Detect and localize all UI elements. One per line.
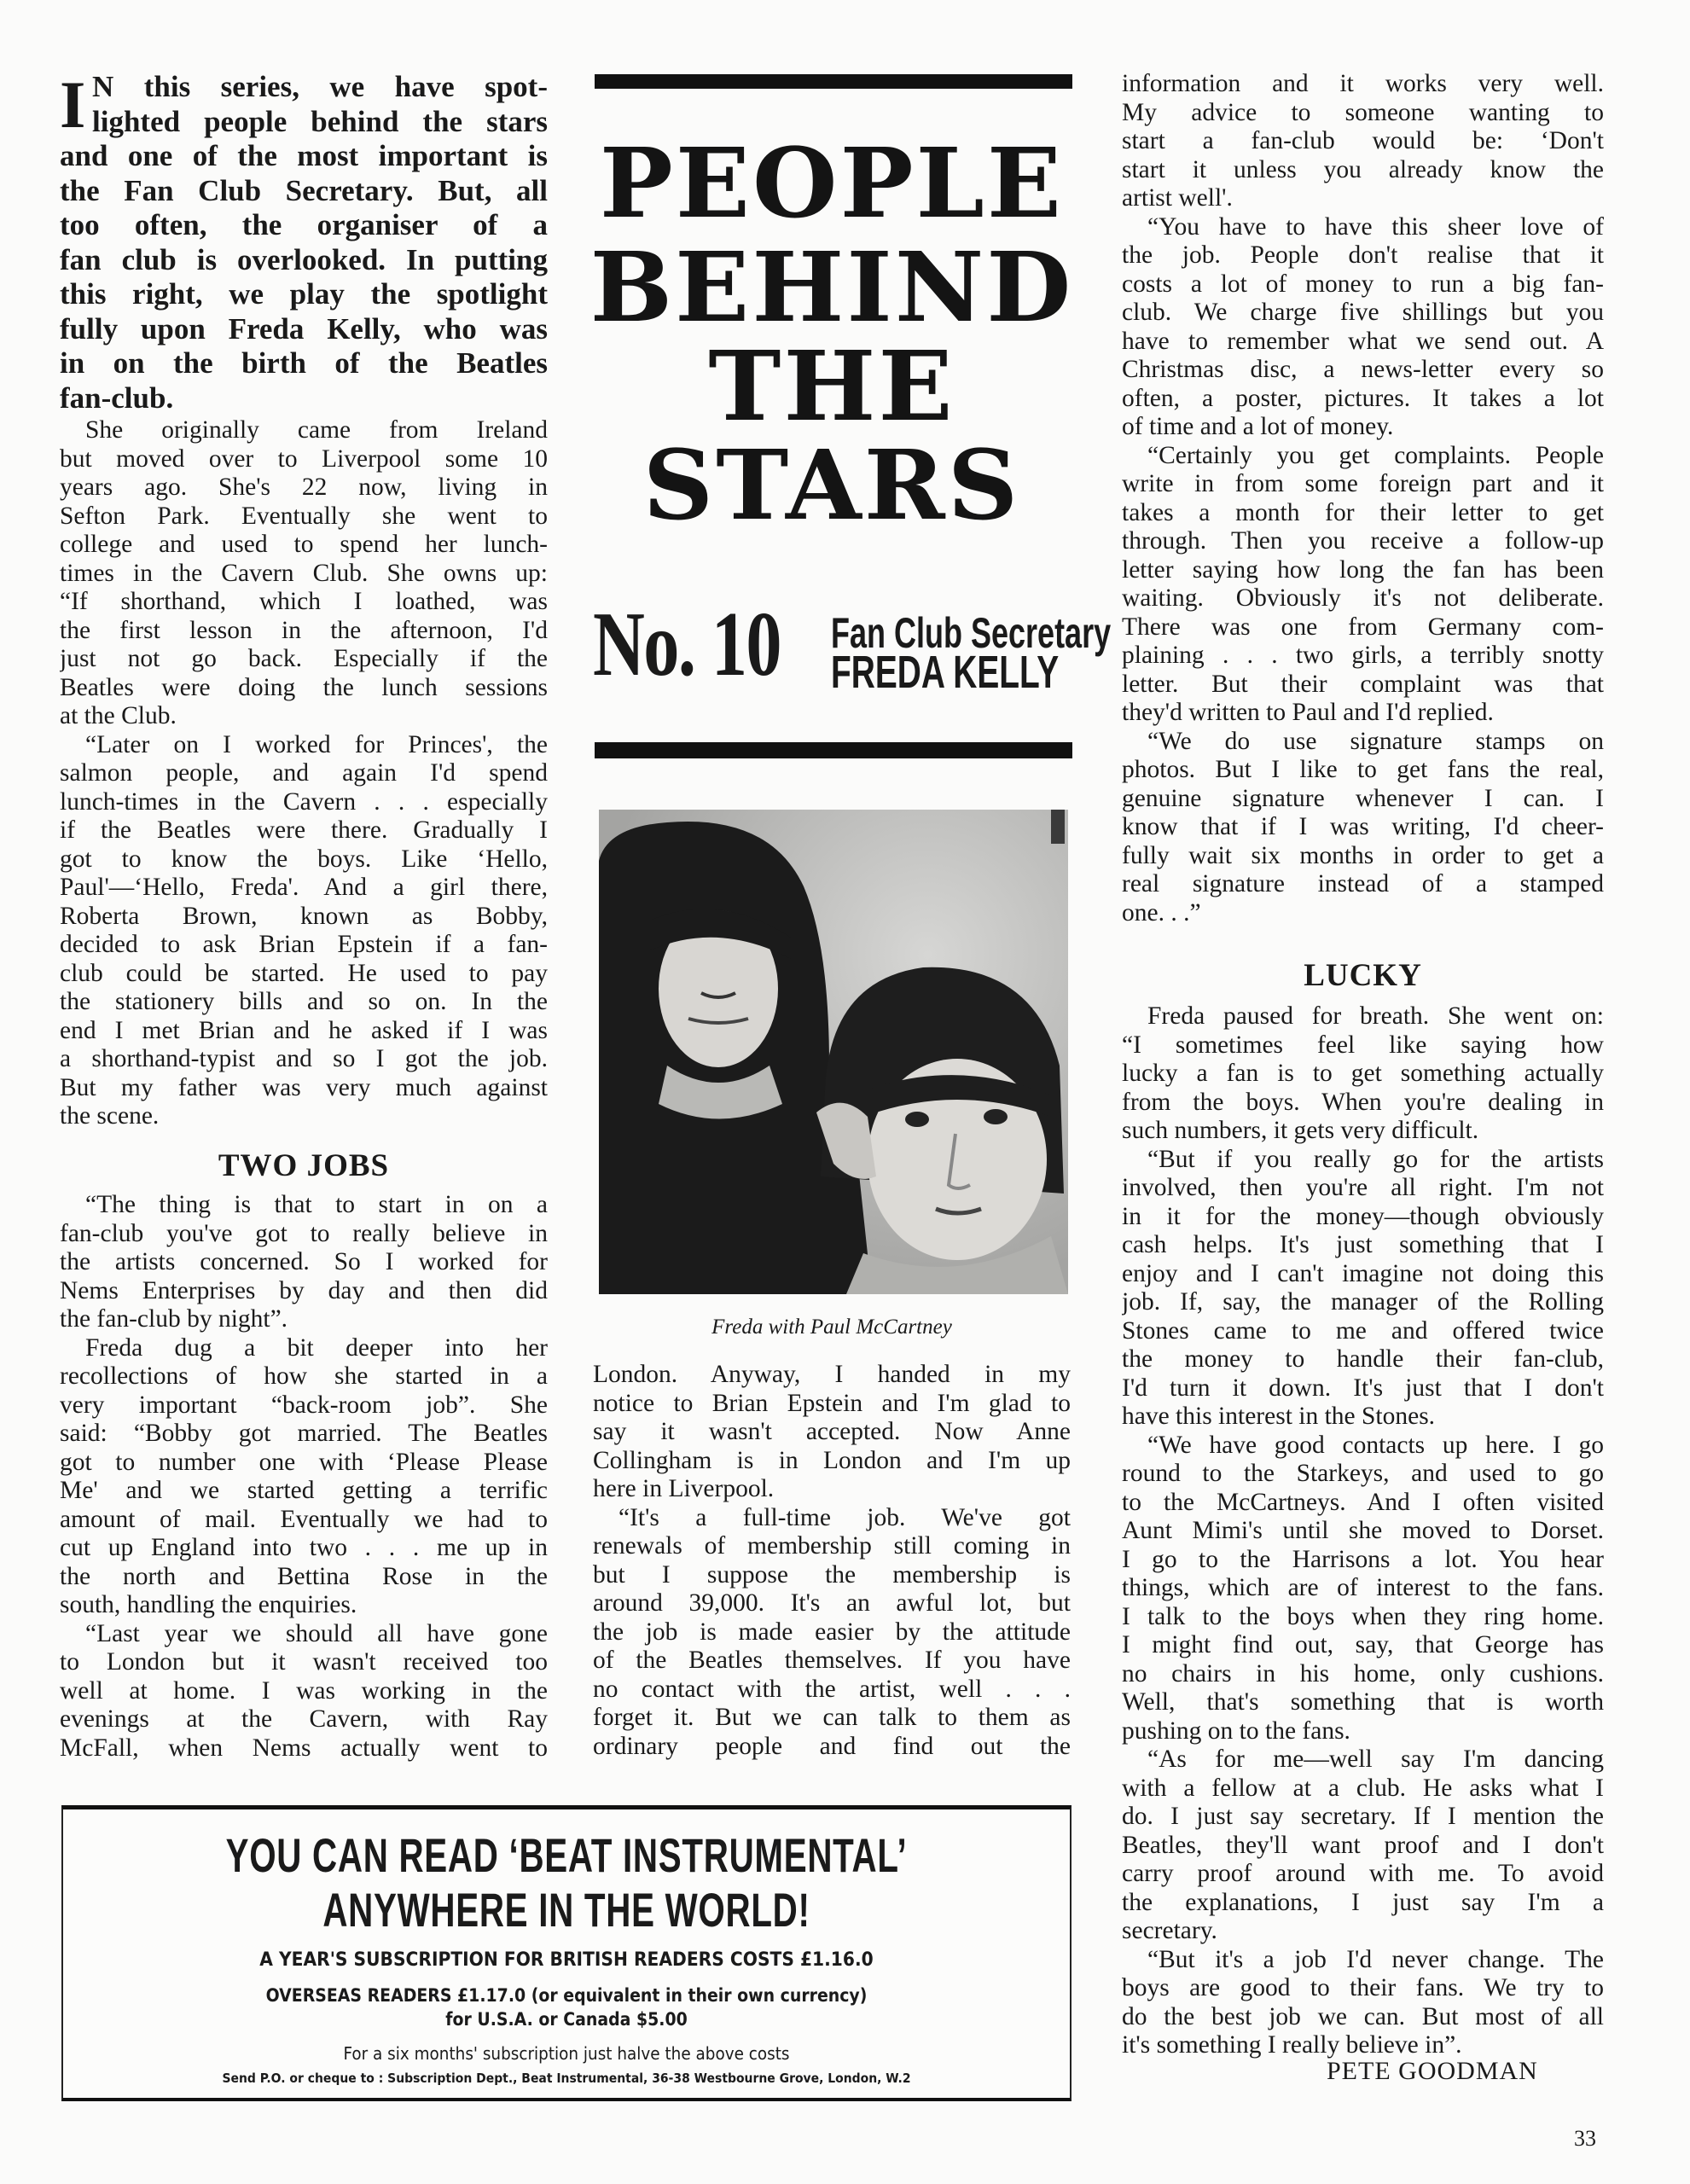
text-line: “You have to have this sheer love of: [1147, 212, 1604, 241]
title-line-behind: BEHIND: [589, 232, 1074, 344]
text-line: secretary.: [1122, 1917, 1217, 1944]
text-line: takes a month for their letter to get: [1122, 498, 1604, 526]
intro-line: the Fan Club Secretary. But, all: [60, 173, 548, 207]
text-line: lunch-times in the Cavern . . . especially: [60, 787, 548, 816]
text-line: “If shorthand, which I loathed, was: [60, 588, 548, 615]
title-top-rule: [595, 74, 1072, 89]
text-line: the fan-club by night”.: [60, 1305, 288, 1333]
text-line: Stones came to me and offered twice: [1122, 1316, 1604, 1345]
text-line: “Last year we should all have gone: [85, 1619, 548, 1647]
text-line: recollections of how she started in a: [60, 1362, 548, 1390]
text-line: London. Anyway, I handed in my: [593, 1361, 1071, 1388]
text-line: if the Beatles were there. Gradually I: [60, 816, 548, 844]
photo-caption: Freda with Paul McCartney: [711, 1316, 952, 1339]
text-line: “But if you really go for the artists: [1147, 1145, 1604, 1173]
text-line: plaining . . . two girls, a terribly snotty: [1122, 642, 1604, 669]
text-line: the first lesson in the afternoon, I'd: [60, 616, 548, 644]
text-line: forget it. But we can talk to them as: [593, 1704, 1071, 1731]
text-line: genuine signature whenever I can. I: [1122, 784, 1604, 812]
text-line: one. . .”: [1122, 898, 1201, 926]
text-line: but moved over to Liverpool some 10: [60, 444, 548, 473]
subject-name: FREDA KELLY: [831, 647, 1060, 698]
text-line: to the McCartneys. And I often visited: [1122, 1488, 1604, 1516]
text-line: “We have good contacts up here. I go: [1147, 1431, 1604, 1459]
text-line: have this interest in the Stones.: [1122, 1403, 1436, 1430]
text-line: amount of mail. Eventually we had to: [60, 1505, 548, 1533]
intro-line: N this series, we have spot-: [92, 70, 548, 103]
text-line: renewals of membership still coming in: [593, 1532, 1071, 1560]
text-line: the job. People don't realise that it: [1122, 241, 1604, 269]
text-line: I go to the Harrisons a lot. You hear: [1122, 1545, 1604, 1573]
left-column-body-2: [60, 1191, 548, 1763]
advert-usa-price: for U.S.A. or Canada $5.00: [445, 2009, 688, 2030]
text-line: “As for me—well say I'm dancing: [1147, 1745, 1604, 1773]
text-line: fully wait six months in order to get a: [1122, 841, 1604, 869]
text-line: cut up England into two . . . me up in: [60, 1534, 548, 1561]
text-line: job. If, say, the manager of the Rolling: [1122, 1288, 1604, 1316]
text-line: to London but it wasn't received too: [60, 1648, 548, 1676]
text-line: My advice to someone wanting to: [1122, 98, 1604, 126]
text-line: “The thing is that to start in on a: [85, 1191, 548, 1218]
text-line: evenings at the Cavern, with Ray: [60, 1705, 548, 1733]
middle-column-body: [593, 1361, 1071, 1761]
page-number: 33: [1574, 2126, 1596, 2151]
text-line: I talk to the boys when they ring home.: [1122, 1602, 1604, 1630]
text-line: Freda paused for breath. She went on:: [1147, 1002, 1604, 1030]
heading-two-jobs: TWO JOBS: [218, 1148, 390, 1183]
intro-line: this right, we play the spotlight: [60, 277, 548, 311]
title-bottom-rule: [595, 742, 1072, 758]
text-line: ordinary people and find out the: [593, 1732, 1071, 1760]
text-line: “We do use signature stamps on: [1147, 727, 1604, 755]
title-line-the: THE: [708, 331, 955, 443]
subject-role: Fan Club Secretary: [831, 609, 1112, 657]
text-line: boys are good to their fans. We try to: [1122, 1974, 1604, 2001]
advert-british-price: A YEAR'S SUBSCRIPTION FOR BRITISH READERS COSTS £1.16.0: [259, 1949, 874, 1971]
text-line: Well, that's something that is worth: [1122, 1688, 1604, 1716]
text-line: lucky a fan is to get something actually: [1122, 1060, 1604, 1087]
text-line: things, which are of interest to the fans.: [1122, 1574, 1604, 1601]
text-line: “Certainly you get complaints. People: [1147, 441, 1604, 469]
text-line: end I met Brian and he asked if I was: [60, 1016, 548, 1044]
text-line: She originally came from Ireland: [85, 416, 548, 444]
text-line: Roberta Brown, known as Bobby,: [60, 902, 548, 930]
advert-headline-1: YOU CAN READ ‘BEAT INSTRUMENTAL’: [225, 1828, 908, 1882]
text-line: the artists concerned. So I worked for: [60, 1248, 548, 1275]
text-line: of time and a lot of money.: [1122, 413, 1394, 440]
text-line: club could be started. He used to pay: [60, 959, 548, 987]
text-line: cash helps. It's just something that I: [1122, 1231, 1604, 1258]
title-line-people: PEOPLE: [599, 128, 1065, 240]
text-line: Nems Enterprises by day and then did: [60, 1276, 548, 1304]
text-line: costs a lot of money to run a big fan-: [1122, 270, 1604, 298]
text-line: got to number one with ‘Please Please: [60, 1448, 548, 1476]
text-line: very important “back-room job”. She: [60, 1391, 548, 1419]
text-line: a shorthand-typist and so I got the job.: [60, 1045, 548, 1072]
left-column-body-1: [60, 416, 548, 1131]
text-line: with a fellow at a club. He asks what I: [1122, 1774, 1604, 1802]
text-line: Aunt Mimi's until she moved to Dorset.: [1122, 1517, 1604, 1544]
text-line: got to know the boys. Like ‘Hello,: [60, 845, 548, 873]
text-line: the scene.: [60, 1102, 160, 1130]
text-line: but I suppose the membership is: [593, 1560, 1071, 1589]
text-line: carry proof around with me. To avoid: [1122, 1860, 1604, 1887]
text-line: round to the Starkeys, and used to go: [1122, 1460, 1604, 1487]
text-line: Beatles, they'll want proof and I don't: [1122, 1831, 1604, 1859]
intro-line: and one of the most important is: [60, 139, 548, 172]
text-line: no contact with the artist, well . . .: [593, 1675, 1071, 1703]
text-line: of the Beatles themselves. If you have: [593, 1647, 1071, 1674]
series-number: No. 10: [593, 594, 781, 695]
text-line: information and it works very well.: [1122, 70, 1604, 97]
text-line: around 39,000. It's an awful lot, but: [593, 1589, 1071, 1617]
text-line: just not go back. Especially if the: [60, 645, 548, 672]
text-line: such numbers, it gets very difficult.: [1122, 1117, 1479, 1144]
photo-image: [599, 810, 1068, 1294]
text-line: Christmas disc, a news-letter every so: [1122, 356, 1604, 383]
advert-address: Send P.O. or cheque to : Subscription Dept., Beat Instrumental, 36-38 Westbourne Grove, London, W.2: [222, 2071, 911, 2086]
text-line: start a fan-club would be: ‘Don't: [1122, 127, 1604, 154]
text-line: south, handling the enquiries.: [60, 1591, 357, 1618]
title-line-stars: STARS: [642, 430, 1021, 542]
text-line: through. Then you receive a follow-up: [1122, 527, 1604, 555]
advert-six-months: For a six months' subscription just halve the above costs: [343, 2043, 790, 2064]
right-column-body-1: [1122, 70, 1604, 927]
intro-line: fan club is overlooked. In putting: [60, 242, 548, 276]
text-line: McFall, when Nems actually went to: [60, 1734, 548, 1762]
text-line: artist well'.: [1122, 184, 1233, 212]
text-line: Collingham is in London and I'm up: [593, 1446, 1071, 1474]
text-line: years ago. She's 22 now, living in: [60, 473, 548, 501]
text-line: letter saying how long the fan has been: [1122, 555, 1604, 584]
text-line: the north and Bettina Rose in the: [60, 1562, 548, 1590]
intro-line: too often, the organiser of a: [60, 208, 548, 241]
text-line: Sefton Park. Eventually she went to: [60, 502, 548, 530]
text-line: write in from some foreign part and it: [1122, 470, 1604, 497]
text-line: say it wasn't accepted. Now Anne: [593, 1418, 1071, 1445]
text-line: “It's a full-time job. We've got: [619, 1503, 1071, 1531]
intro-line: fan-club.: [60, 380, 174, 415]
text-line: notice to Brian Epstein and I'm glad to: [593, 1389, 1071, 1417]
text-line: have to remember what we send out. A: [1122, 327, 1604, 355]
intro-lines: [60, 67, 548, 415]
text-line: Beatles were doing the lunch sessions: [60, 673, 548, 701]
text-line: at the Club.: [60, 702, 177, 729]
text-line: they'd written to Paul and I'd replied.: [1122, 699, 1494, 726]
text-line: decided to ask Brian Epstein if a fan-: [60, 931, 548, 958]
intro-paragraph: [60, 67, 548, 415]
text-line: I might find out, say, that George has: [1122, 1631, 1604, 1658]
text-line: start it unless you already know the: [1122, 155, 1604, 183]
text-line: know that if I was writing, I'd cheer-: [1122, 813, 1604, 840]
text-line: it's something I really believe in”.: [1122, 2031, 1462, 2059]
text-line: waiting. Obviously it's not deliberate.: [1122, 584, 1604, 612]
subscription-advert: [61, 1805, 1071, 2101]
text-line: college and used to spend her lunch-: [60, 531, 548, 558]
text-line: involved, then you're all right. I'm not: [1122, 1174, 1604, 1201]
intro-line: in on the birth of the Beatles: [60, 346, 548, 380]
text-line: the stationery bills and so on. In the: [60, 988, 548, 1015]
byline: PETE GOODMAN: [1327, 2057, 1538, 2085]
text-line: pushing on to the fans.: [1122, 1716, 1350, 1745]
text-line: I'd turn it down. It's just that I don't: [1122, 1374, 1604, 1402]
text-line: photos. But I like to get fans the real,: [1122, 756, 1604, 783]
text-line: often, a poster, pictures. It takes a lot: [1122, 384, 1604, 412]
text-line: here in Liverpool.: [593, 1475, 775, 1502]
heading-lucky: LUCKY: [1304, 958, 1422, 993]
text-line: letter. But their complaint was that: [1122, 670, 1604, 698]
text-line: well at home. I was working in the: [60, 1676, 548, 1705]
right-column-body-2: [1122, 1002, 1604, 2060]
text-line: the job is made easier by the attitude: [593, 1618, 1071, 1646]
text-line: in it for the money—though obviously: [1122, 1202, 1604, 1230]
text-line: do. I just say secretary. If I mention the: [1122, 1803, 1604, 1830]
intro-line: lighted people behind the stars: [92, 104, 548, 138]
text-line: “Later on I worked for Princes', the: [85, 730, 548, 758]
text-line: salmon people, and again I'd spend: [60, 759, 548, 787]
text-line: There was one from Germany com-: [1122, 613, 1604, 641]
drop-cap: I: [60, 67, 86, 142]
text-line: the money to handle their fan-club,: [1122, 1345, 1604, 1373]
text-line: club. We charge five shillings but you: [1122, 299, 1604, 326]
text-line: Paul'—‘Hello, Freda'. And a girl there,: [60, 874, 548, 901]
text-line: Me' and we started getting a terrific: [60, 1477, 548, 1504]
text-line: enjoy and I can't imagine not doing this: [1122, 1259, 1604, 1287]
text-line: the explanations, I just say I'm a: [1122, 1888, 1604, 1916]
text-line: fan-club you've got to really believe in: [60, 1219, 548, 1247]
text-line: said: “Bobby got married. The Beatles: [60, 1420, 548, 1447]
text-line: “But it's a job I'd never change. The: [1147, 1945, 1604, 1973]
text-line: But my father was very much against: [60, 1073, 548, 1101]
text-line: do the best job we can. But most of all: [1122, 2002, 1604, 2030]
text-line: from the boys. When you're dealing in: [1122, 1088, 1604, 1116]
text-line: “I sometimes feel like saying how: [1122, 1031, 1604, 1059]
advert-overseas-price: OVERSEAS READERS £1.17.0 (or equivalent in their own currency): [265, 1985, 868, 2006]
advert-headline-2: ANYWHERE IN THE WORLD!: [322, 1883, 810, 1937]
text-line: times in the Cavern Club. She owns up:: [60, 559, 548, 587]
text-line: Freda dug a bit deeper into her: [85, 1333, 548, 1362]
intro-line: fully upon Freda Kelly, who was: [60, 311, 548, 346]
text-line: no chairs in his home, only cushions.: [1122, 1659, 1604, 1687]
photo-freda-and-paul: [599, 810, 1068, 1294]
text-line: real signature instead of a stamped: [1122, 870, 1604, 897]
